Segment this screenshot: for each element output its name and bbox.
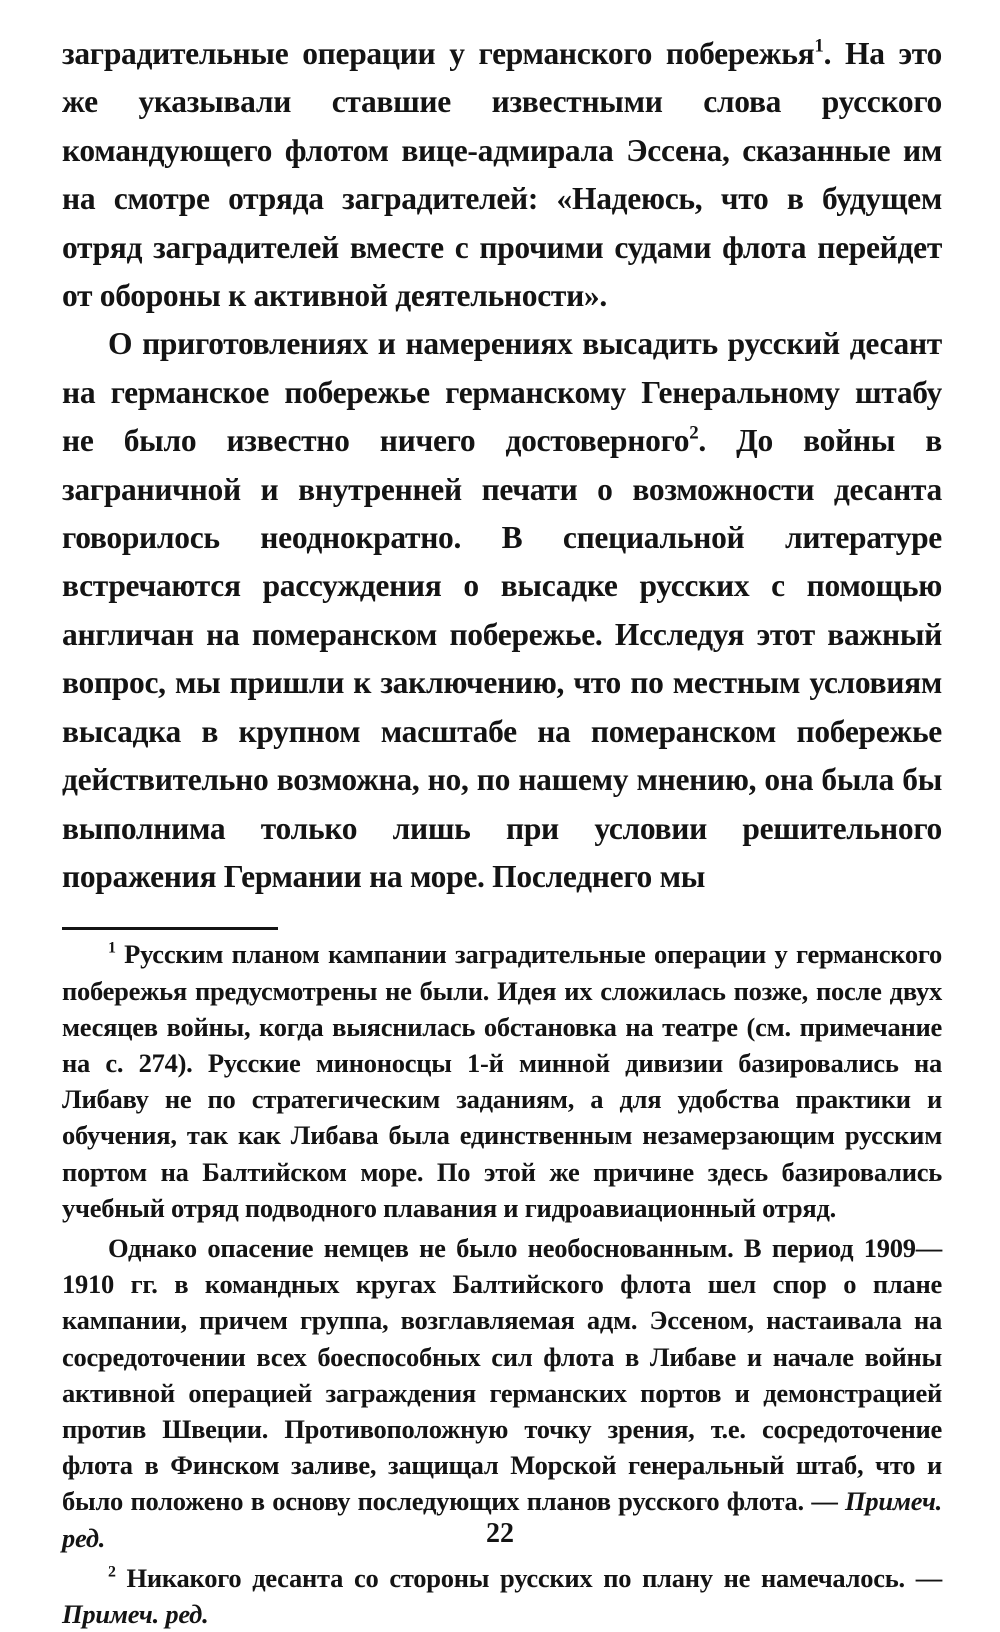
footnote-1-continuation <box>62 1230 942 1556</box>
footnote-2 <box>62 1560 942 1632</box>
footnote-2-text: Никакого десанта со стороны русских по плану не намечалось. — <box>115 1562 942 1593</box>
footnote-1-continuation-text: Однако опасение немцев не было необоснованным. В период 1909—1910 гг. в командных кругах Балтийского флота шел спор о плане кампании, причем группа, возглавляемая адм. Эссеном, настаивала на сосредоточении всех боеспособных сил флота в Либаве и начале войны активной операцией заграждения германских портов и демонстрацией против Швеции. Противоположную точку зрения, т.е. сосредоточение флота в Финском заливе, защищал Морской генеральный штаб, что и было положено в основу последующих планов русского флота. — <box>62 1232 942 1517</box>
page-content <box>62 30 942 1632</box>
body-paragraph-2 <box>62 320 942 901</box>
body-paragraph-1 <box>62 30 942 320</box>
body-paragraph-2-text-a: О приготовлениях и намерениях высадить русский десант на германское побережье германскому Генеральному штабу не было известно ничего достоверного <box>62 326 942 459</box>
footnote-1 <box>62 936 942 1226</box>
footnote-1-editor-note: Примеч. ред. <box>62 1486 942 1553</box>
body-paragraph-1-text-a: заградительные операции у германского побережья <box>62 36 815 71</box>
footnote-1-text: Русским планом кампании заградительные операции у германского побережья предусмотрены не были. Идея их сложилась позже, после двух месяцев войны, когда выяснилась обстановка на театре (см. примечание на с. 274). Русские миноносцы 1-й минной дивизии базировались на Либаву не по стратегическим заданиям, а для удобства практики и обучения, так как Либава была единственным незамерзающим русским портом на Балтийском море. По этой же причине здесь базировались учебный отряд подводного плавания и гидроавиационный отряд. <box>62 939 942 1223</box>
footnote-2-marker: 2 <box>108 1563 116 1581</box>
footnote-ref-1: 1 <box>814 35 824 57</box>
page-number: 22 <box>486 1518 514 1549</box>
footnote-2-editor-note: Примеч. ред. <box>62 1598 209 1629</box>
body-paragraph-2-text-b: . До войны в заграничной и внутренней печати о возможности десанта говорилось неоднократно. В специальной литературе встречаются рассуждения о высадке русских с помощью англичан на померанском побережье. Исследуя этот важный вопрос, мы пришли к заключению, что по местным условиям высадка в крупном масштабе на померанском побережье действительно возможна, но, по нашему мнению, она была бы выполнима только лишь при условии решительного поражения Германии на море. Последнего мы <box>62 423 942 894</box>
body-paragraph-1-text-b: . На это же указывали ставшие известными слова русского командующего флотом вице-адмирала Эссена, сказанные им на смотре отряда заградителей: «Надеюсь, что в будущем отряд заградителей вместе с прочими судами флота перейдет от обороны к активной деятельности». <box>62 36 942 314</box>
footnote-ref-2: 2 <box>689 422 699 444</box>
footnote-1-marker: 1 <box>108 939 116 957</box>
footnote-divider <box>62 927 278 930</box>
